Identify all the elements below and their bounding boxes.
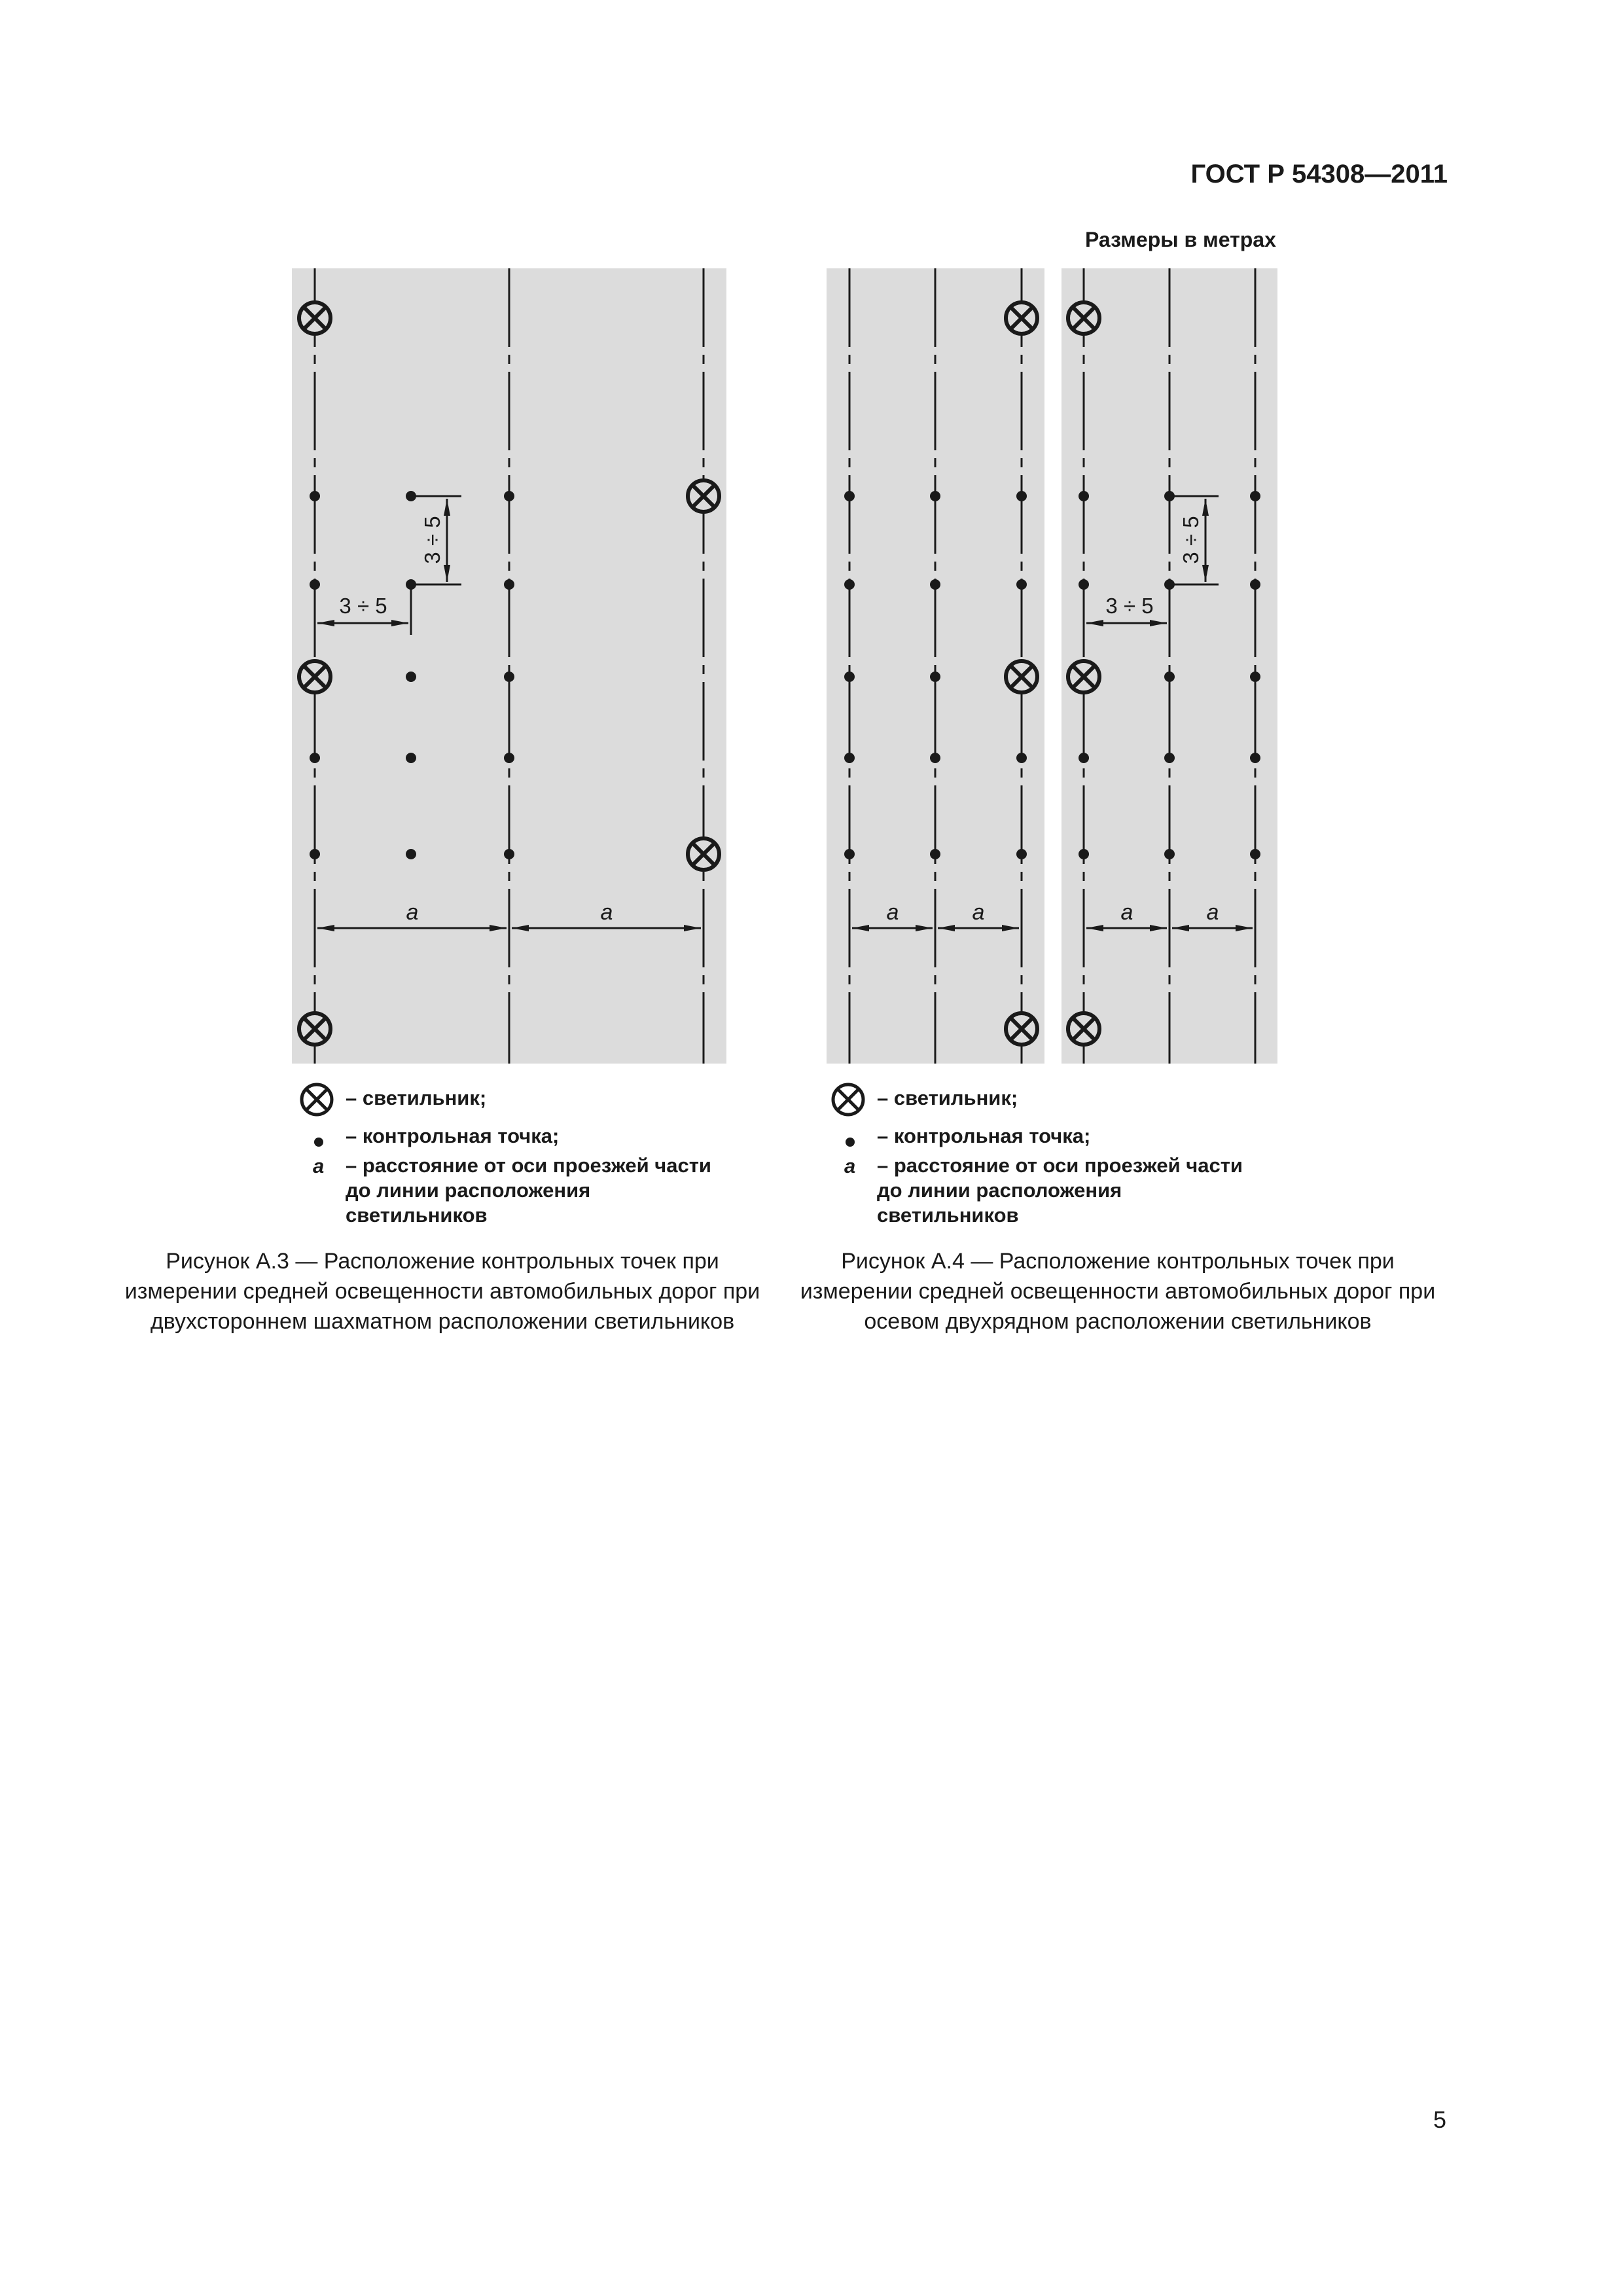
document-header: ГОСТ Р 54308—2011	[1190, 160, 1448, 188]
luminaire-icon	[688, 480, 719, 512]
legend-a-text: – расстояние от оси проезжей части до линии расположения светильников	[346, 1154, 711, 1227]
units-note: Размеры в метрах	[1085, 228, 1276, 251]
control-point-icon	[314, 1138, 323, 1147]
luminaire-icon	[1068, 302, 1099, 334]
luminaire-icon	[299, 661, 330, 692]
dimension-label-a: a	[1120, 900, 1133, 925]
legend-luminaire-text: – светильник;	[346, 1086, 487, 1109]
dimension-label-a: a	[1206, 900, 1219, 925]
luminaire-icon	[1006, 1013, 1037, 1045]
luminaire-icon	[1068, 661, 1099, 692]
luminaire-icon	[299, 1013, 330, 1045]
dimension-label-vertical: 3 ÷ 5	[1179, 516, 1203, 564]
legend-a3	[298, 1080, 717, 1237]
luminaire-icon	[830, 1081, 866, 1118]
legend-control-point-text: – контрольная точка;	[877, 1124, 1091, 1147]
legend-luminaire-text: – светильник;	[877, 1086, 1018, 1109]
legend-a4	[830, 1080, 1249, 1237]
figure-a4-drawing	[827, 268, 1277, 1064]
figure-a3-drawing	[292, 268, 726, 1064]
luminaire-icon	[688, 838, 719, 870]
luminaire-icon	[1006, 661, 1037, 692]
figure-caption-a3: Рисунок А.3 — Расположение контрольных точек при измерении средней освещенности автомобильных дорог при двухстороннем шахматном расположении светильников	[124, 1249, 760, 1334]
legend-a-text: – расстояние от оси проезжей части до линии расположения светильников	[877, 1154, 1243, 1227]
dimension-label-horizontal: 3 ÷ 5	[1105, 594, 1154, 618]
dimension-label-a: a	[600, 900, 613, 925]
dimension-label-a: a	[886, 900, 899, 925]
dimension-label-a: a	[972, 900, 985, 925]
luminaire-icon	[1006, 302, 1037, 334]
control-point-icon	[846, 1138, 855, 1147]
dimension-label-vertical: 3 ÷ 5	[420, 516, 444, 564]
legend-control-point-text: – контрольная точка;	[346, 1124, 560, 1147]
figure-caption-a4: Рисунок А.4 — Расположение контрольных точек при измерении средней освещенности автомобильных дорог при осевом двухрядном расположении светильников	[800, 1249, 1436, 1334]
page-number: 5	[1433, 2106, 1447, 2133]
luminaire-icon	[298, 1081, 335, 1118]
legend-a-symbol: a	[313, 1155, 325, 1177]
legend-a-symbol: a	[844, 1155, 856, 1177]
luminaire-icon	[299, 302, 330, 334]
dimension-label-horizontal: 3 ÷ 5	[339, 594, 387, 618]
luminaire-icon	[1068, 1013, 1099, 1045]
dimension-label-a: a	[406, 900, 419, 925]
